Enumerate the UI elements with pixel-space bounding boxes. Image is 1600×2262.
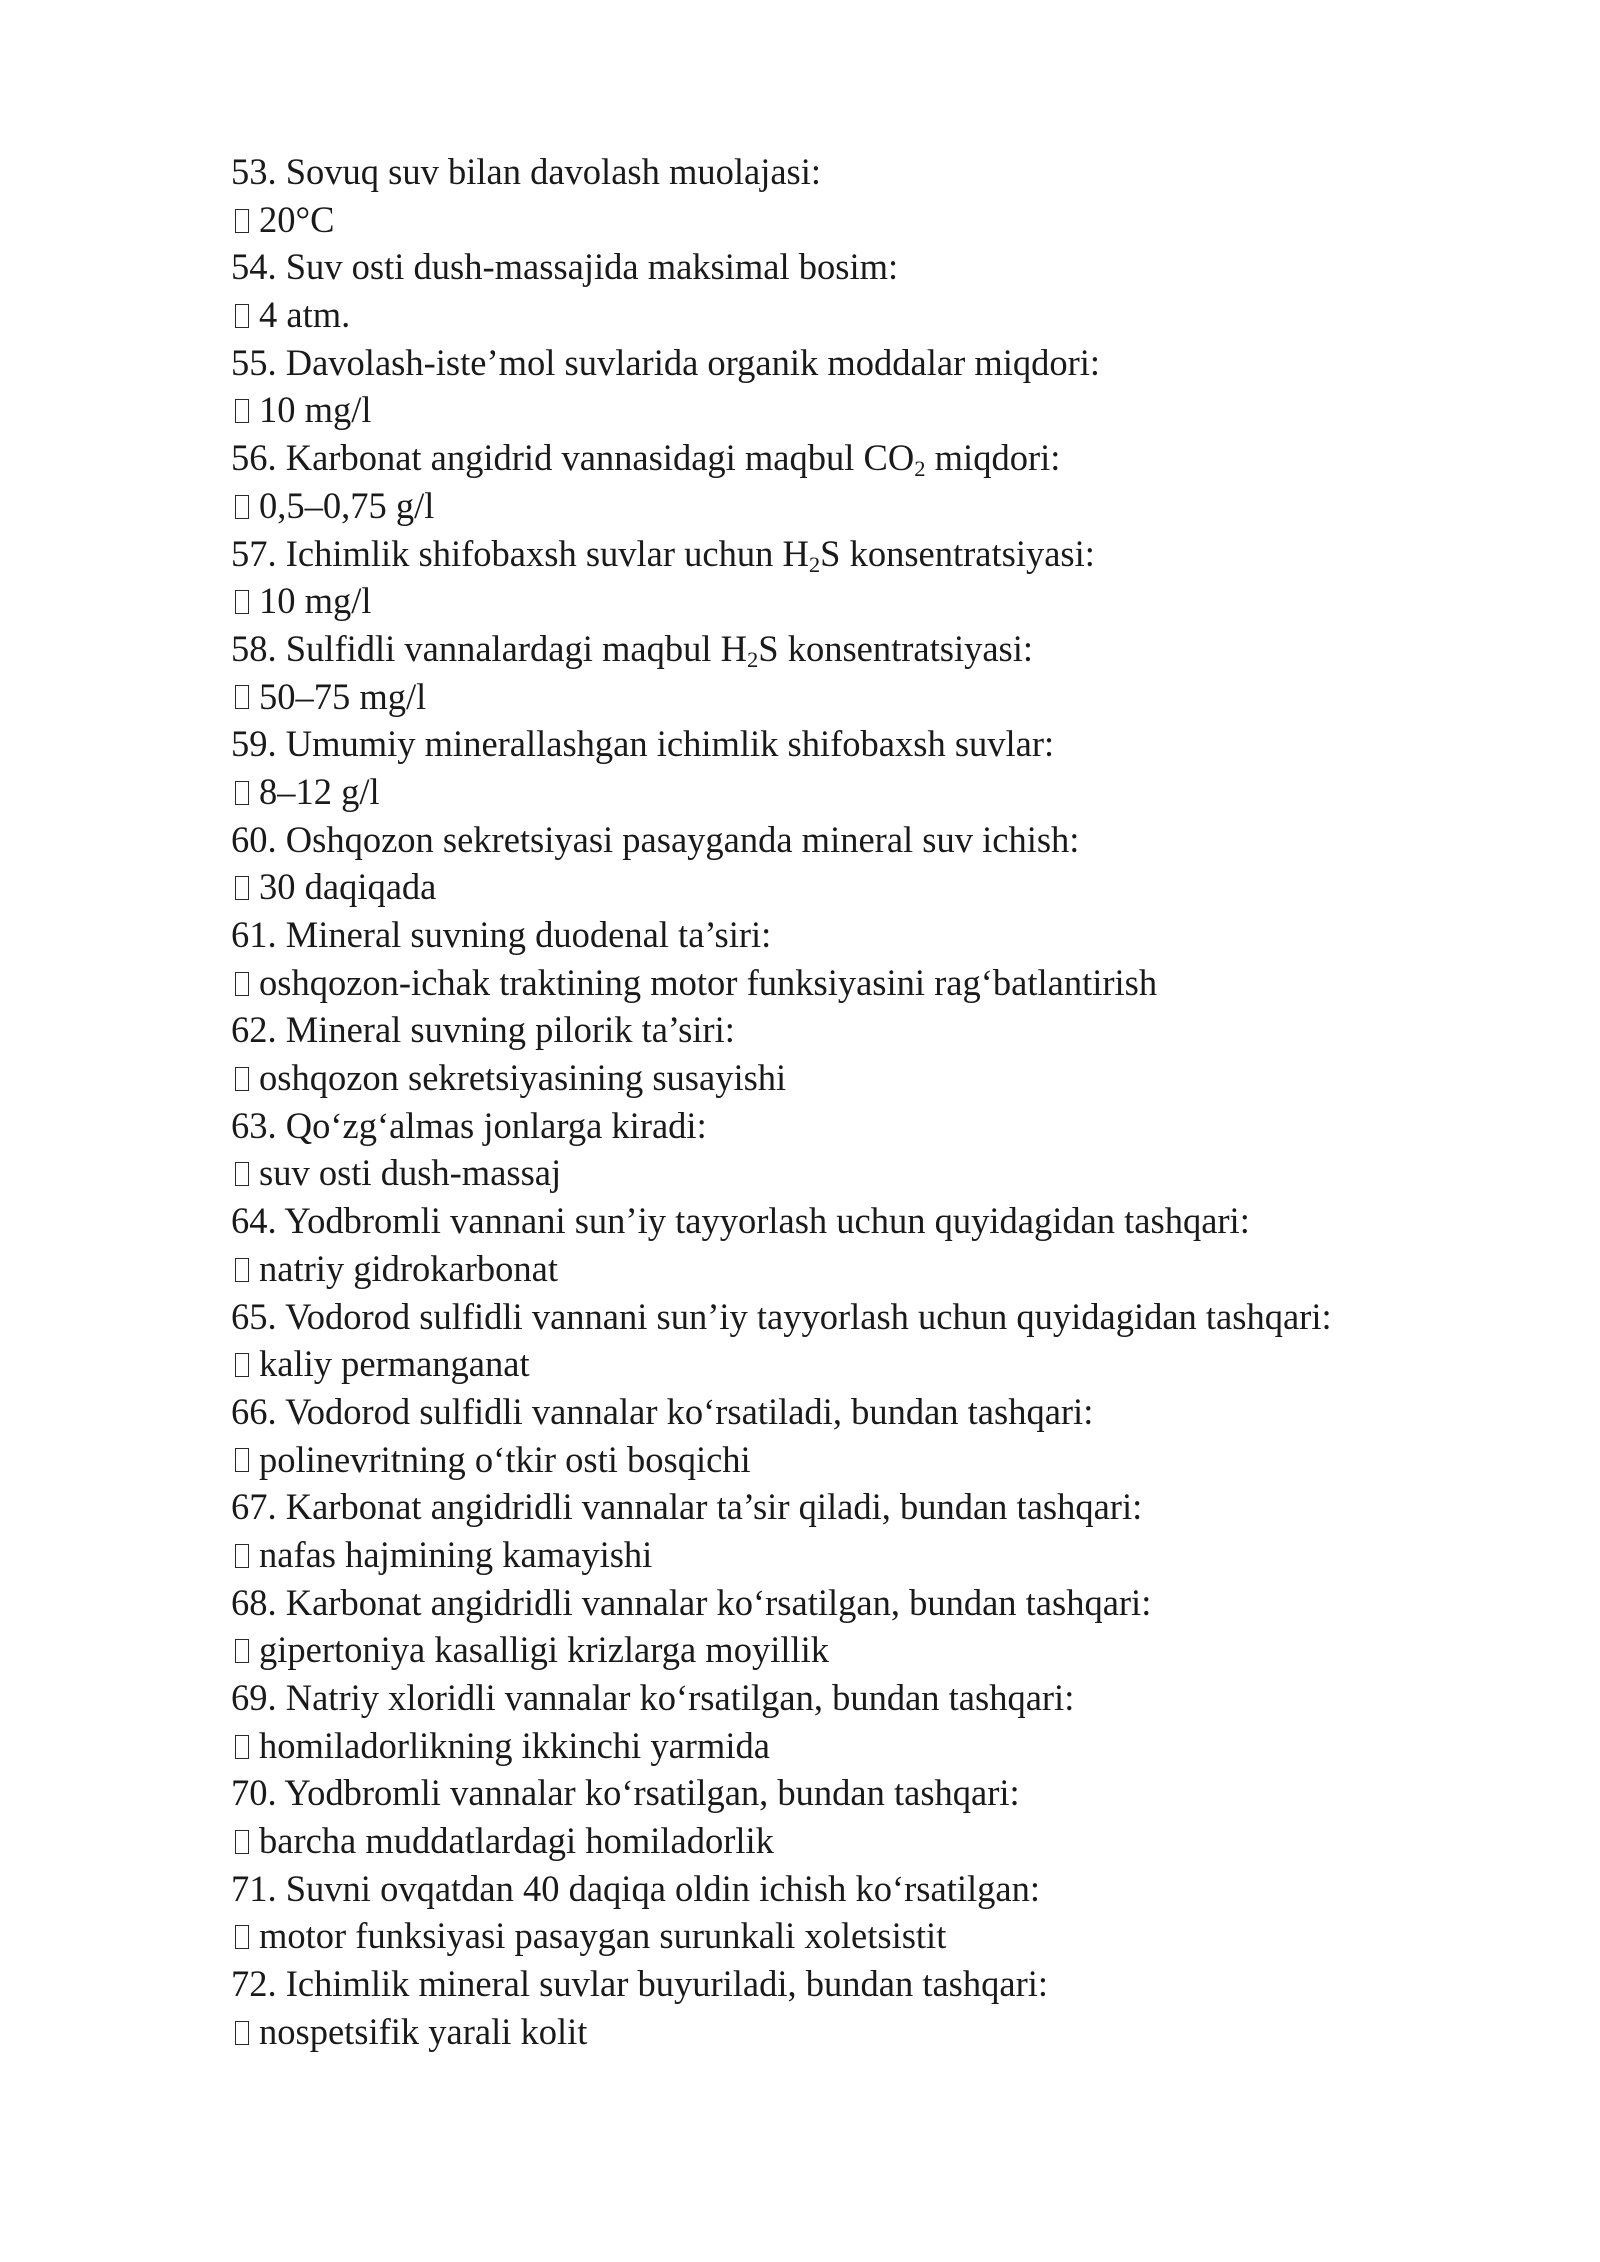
question-number: 62.: [231, 1009, 277, 1051]
answer-text: kaliy permanganat: [259, 1343, 530, 1385]
question-body: Yodbromli vannani sun’iy tayyorlash uchun quyidagidan tashqari:: [284, 1200, 1250, 1242]
question-body: Oshqozon sekretsiyasi pasayganda mineral suv ichish:: [285, 818, 1080, 860]
question-body: Natriy xloridli vannalar ko‘rsatilgan, bundan tashqari:: [285, 1677, 1075, 1718]
answer-line: [231, 1054, 1491, 1102]
question-number: 72.: [231, 1963, 277, 2005]
box-glyph-icon: [235, 1448, 249, 1472]
question-text: [231, 434, 1491, 482]
answer-text: homiladorlikning ikkinchi yarmida: [259, 1724, 770, 1766]
answer-text: natriy gidrokarbonat: [259, 1247, 559, 1289]
question-number: 53.: [231, 151, 277, 192]
question-item: [231, 1293, 1491, 1388]
question-number: 60.: [231, 818, 277, 860]
answer-text: 0,5–0,75 g/l: [259, 484, 435, 526]
question-text: [231, 1960, 1491, 2008]
question-item: [231, 1388, 1491, 1483]
answer-text: 10 mg/l: [259, 580, 372, 622]
question-body: Suvni ovqatdan 40 daqiqa oldin ichish ko‘rsatilgan:: [285, 1867, 1040, 1909]
question-item: [231, 1769, 1491, 1864]
question-number: 63.: [231, 1104, 277, 1146]
box-glyph-icon: [235, 590, 249, 614]
question-item: [231, 816, 1491, 911]
question-body: Mineral suvning duodenal ta’siri:: [285, 914, 772, 955]
question-item: [231, 1579, 1491, 1674]
question-number: 54.: [231, 246, 277, 288]
answer-line: [231, 1531, 1491, 1579]
box-glyph-icon: [235, 495, 249, 519]
question-text: [231, 1006, 1491, 1054]
question-item: [231, 911, 1491, 1006]
box-glyph-icon: [235, 209, 249, 233]
question-body: Vodorod sulfidli vannalar ko‘rsatiladi, bundan tashqari:: [285, 1390, 1094, 1432]
question-body: Ichimlik mineral suvlar buyuriladi, bundan tashqari:: [285, 1963, 1049, 2005]
question-text: [231, 243, 1491, 291]
question-text: [231, 720, 1491, 768]
question-item: [231, 1197, 1491, 1292]
question-item: [231, 243, 1491, 338]
question-item: [231, 1483, 1491, 1578]
answer-text: 20°C: [259, 198, 335, 240]
answer-line: [231, 1245, 1491, 1293]
question-number: 68.: [231, 1581, 277, 1623]
answer-line: [231, 1626, 1491, 1674]
box-glyph-icon: [235, 1639, 249, 1663]
box-glyph-icon: [235, 2021, 249, 2045]
answer-line: [231, 196, 1491, 244]
question-body: Karbonat angidrid vannasidagi maqbul CO: [285, 437, 915, 479]
question-text: [231, 1197, 1491, 1245]
box-glyph-icon: [235, 399, 249, 423]
question-number: 70.: [231, 1772, 277, 1814]
box-glyph-icon: [235, 1258, 249, 1282]
answer-text: gipertoniya kasalligi krizlarga moyillik: [259, 1629, 830, 1671]
question-number: 56.: [231, 437, 277, 479]
subscript: 2: [746, 647, 759, 673]
answer-line: [231, 959, 1491, 1007]
question-item: [231, 720, 1491, 815]
question-number: 64.: [231, 1200, 277, 1242]
box-glyph-icon: [235, 304, 249, 328]
answer-text: motor funksiyasi pasaygan surunkali xoletsistit: [259, 1915, 947, 1957]
question-body: Umumiy minerallashgan ichimlik shifobaxsh suvlar:: [285, 723, 1055, 765]
question-body: Suv osti dush-massajida maksimal bosim:: [285, 246, 899, 288]
box-glyph-icon: [235, 1925, 249, 1949]
box-glyph-icon: [235, 685, 249, 709]
question-text: [231, 911, 1491, 959]
question-number: 71.: [231, 1867, 277, 1909]
answer-line: [231, 863, 1491, 911]
answer-text: 4 atm.: [259, 294, 351, 336]
answer-text: 8–12 g/l: [259, 770, 380, 812]
question-body: Yodbromli vannalar ko‘rsatilgan, bundan tashqari:: [284, 1772, 1020, 1814]
question-text: [231, 816, 1491, 864]
question-number: 57.: [231, 532, 277, 574]
answer-line: [231, 386, 1491, 434]
question-text: [231, 1579, 1491, 1627]
question-item: [231, 148, 1491, 243]
question-text: [231, 1388, 1491, 1436]
question-body: Karbonat angidridli vannalar ta’sir qiladi, bundan tashqari:: [285, 1486, 1143, 1528]
question-text: [231, 1769, 1491, 1817]
question-number: 65.: [231, 1295, 277, 1337]
question-item: [231, 1674, 1491, 1769]
question-item: [231, 530, 1491, 625]
question-body: Ichimlik shifobaxsh suvlar uchun H: [285, 532, 809, 574]
question-list: [231, 148, 1491, 2056]
answer-text: nospetsifik yarali kolit: [259, 2010, 588, 2052]
question-body: Mineral suvning pilorik ta’siri:: [285, 1009, 735, 1051]
answer-text: suv osti dush-massaj: [259, 1152, 562, 1194]
question-text: [231, 148, 1491, 196]
box-glyph-icon: [235, 1353, 249, 1377]
question-item: [231, 1960, 1491, 2055]
question-body: Sulfidli vannalardagi maqbul H: [285, 627, 747, 669]
answer-text: barcha muddatlardagi homiladorlik: [259, 1820, 774, 1862]
question-number: 67.: [231, 1486, 277, 1528]
question-text: [231, 1293, 1491, 1341]
box-glyph-icon: [235, 972, 249, 996]
question-number: 69.: [231, 1677, 277, 1718]
subscript: 2: [914, 456, 926, 482]
answer-text: polinevritning o‘tkir osti bosqichi: [259, 1438, 751, 1480]
question-item: [231, 1102, 1491, 1197]
answer-line: [231, 2008, 1491, 2056]
answer-line: [231, 673, 1491, 721]
question-number: 55.: [231, 341, 277, 383]
answer-line: [231, 482, 1491, 530]
question-text: [231, 1102, 1491, 1150]
answer-line: [231, 1149, 1491, 1197]
answer-text: oshqozon-ichak traktining motor funksiyasini rag‘batlantirish: [259, 961, 1158, 1003]
question-text: [231, 530, 1491, 578]
question-body-end: miqdori:: [925, 437, 1061, 479]
box-glyph-icon: [235, 876, 249, 900]
answer-text: 50–75 mg/l: [259, 675, 427, 717]
answer-line: [231, 768, 1491, 816]
question-text: [231, 625, 1491, 673]
question-item: [231, 339, 1491, 434]
subscript: 2: [808, 551, 821, 577]
answer-text: oshqozon sekretsiyasining susayishi: [259, 1057, 787, 1099]
question-text: [231, 339, 1491, 387]
answer-line: [231, 577, 1491, 625]
question-item: [231, 1006, 1491, 1101]
question-text: [231, 1483, 1491, 1531]
question-body-end: S konsentratsiyasi:: [820, 532, 1095, 574]
question-body: Vodorod sulfidli vannani sun’iy tayyorlash uchun quyidagidan tashqari:: [285, 1295, 1332, 1337]
question-body: Davolash-iste’mol suvlarida organik moddalar miqdori:: [285, 341, 1101, 383]
question-body: Qo‘zg‘almas jonlarga kiradi:: [285, 1104, 707, 1146]
question-item: [231, 1865, 1491, 1960]
question-item: [231, 625, 1491, 720]
answer-line: [231, 1436, 1491, 1484]
question-text: [231, 1865, 1491, 1913]
question-body-end: S konsentratsiyasi:: [758, 627, 1034, 669]
answer-line: [231, 1912, 1491, 1960]
box-glyph-icon: [235, 1544, 249, 1568]
answer-line: [231, 291, 1491, 339]
answer-line: [231, 1817, 1491, 1865]
question-number: 58.: [231, 627, 277, 669]
question-text: [231, 1674, 1491, 1722]
question-number: 61.: [231, 914, 277, 955]
box-glyph-icon: [235, 781, 249, 805]
answer-line: [231, 1340, 1491, 1388]
box-glyph-icon: [235, 1162, 249, 1186]
box-glyph-icon: [235, 1735, 249, 1759]
answer-line: [231, 1722, 1491, 1770]
question-body: Sovuq suv bilan davolash muolajasi:: [285, 151, 822, 192]
question-number: 59.: [231, 723, 277, 765]
box-glyph-icon: [235, 1067, 249, 1091]
question-number: 66.: [231, 1390, 277, 1432]
answer-text: nafas hajmining kamayishi: [259, 1533, 653, 1575]
question-body: Karbonat angidridli vannalar ko‘rsatilgan, bundan tashqari:: [285, 1581, 1152, 1623]
box-glyph-icon: [235, 1830, 249, 1854]
question-item: [231, 434, 1491, 529]
answer-text: 10 mg/l: [259, 389, 372, 431]
answer-text: 30 daqiqada: [259, 866, 437, 908]
